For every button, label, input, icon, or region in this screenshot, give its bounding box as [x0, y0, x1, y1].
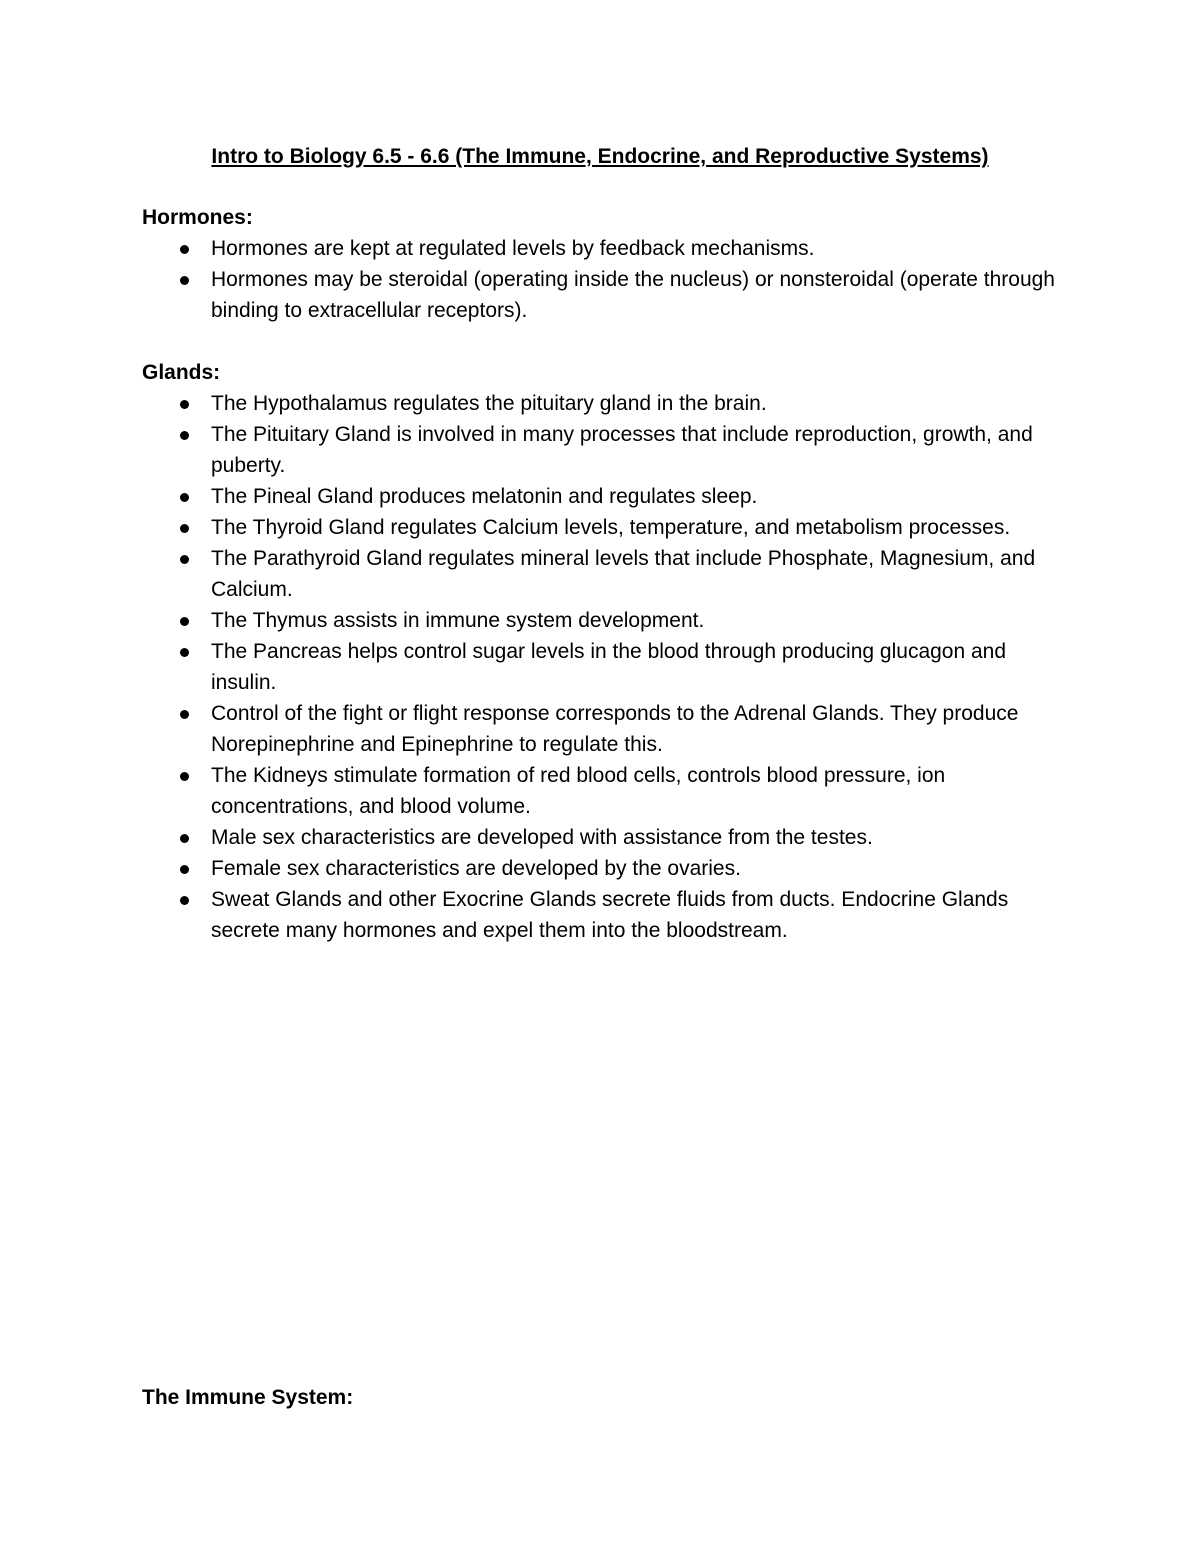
list-item: [0, 512, 1071, 543]
hormones-heading: Hormones:: [142, 206, 253, 229]
bullet-icon: [180, 400, 189, 409]
list-item-text: Female sex characteristics are developed by the ovaries.: [211, 857, 741, 880]
list-item-text: Control of the fight or flight response corresponds to the Adrenal Glands. They produce Norepinephrine and Epinephrine to regulate this.: [211, 702, 1019, 756]
bullet-icon: [180, 710, 189, 719]
list-item: [0, 419, 1071, 481]
bullet-icon: [180, 524, 189, 533]
list-item: [0, 543, 1071, 605]
list-item: [0, 264, 1071, 326]
list-item: [0, 233, 1071, 264]
list-item-text: The Pituitary Gland is involved in many processes that include reproduction, growth, and puberty.: [211, 423, 1033, 477]
list-item: [0, 698, 1071, 760]
bullet-icon: [180, 865, 189, 874]
list-item: [0, 636, 1071, 698]
bullet-icon: [180, 648, 189, 657]
bullet-icon: [180, 617, 189, 626]
bullet-icon: [180, 834, 189, 843]
list-item: [0, 853, 1071, 884]
list-item: [0, 884, 1071, 946]
immune-system-heading: The Immune System:: [142, 1386, 354, 1409]
list-item-text: The Parathyroid Gland regulates mineral levels that include Phosphate, Magnesium, and Calcium.: [211, 547, 1036, 601]
list-item: [0, 605, 1071, 636]
bullet-icon: [180, 431, 189, 440]
list-item-text: The Pineal Gland produces melatonin and regulates sleep.: [211, 485, 758, 508]
list-item-text: The Thyroid Gland regulates Calcium levels, temperature, and metabolism processes.: [211, 516, 1011, 539]
hormones-list: [0, 233, 1200, 326]
glands-heading: Glands:: [142, 361, 221, 384]
list-item: [0, 822, 1071, 853]
bullet-icon: [180, 493, 189, 502]
list-item: [0, 388, 1071, 419]
list-item-text: Hormones are kept at regulated levels by feedback mechanisms.: [211, 237, 815, 260]
list-item-text: The Pancreas helps control sugar levels in the blood through producing glucagon and insulin.: [211, 640, 1007, 694]
list-item-text: Hormones may be steroidal (operating inside the nucleus) or nonsteroidal (operate through binding to extracellular receptors).: [211, 268, 1055, 322]
list-item-text: Male sex characteristics are developed with assistance from the testes.: [211, 826, 873, 849]
list-item-text: The Thymus assists in immune system development.: [211, 609, 705, 632]
list-item-text: The Kidneys stimulate formation of red blood cells, controls blood pressure, ion concentrations, and blood volume.: [211, 764, 946, 818]
bullet-icon: [180, 276, 189, 285]
list-item: [0, 481, 1071, 512]
glands-list: [0, 388, 1200, 946]
list-item-text: The Hypothalamus regulates the pituitary gland in the brain.: [211, 392, 767, 415]
list-item-text: Sweat Glands and other Exocrine Glands secrete fluids from ducts. Endocrine Glands secrete many hormones and expel them into the bloodstream.: [211, 888, 1009, 942]
document-title: Intro to Biology 6.5 - 6.6 (The Immune, Endocrine, and Reproductive Systems): [211, 145, 989, 168]
list-item: [0, 760, 1071, 822]
bullet-icon: [180, 245, 189, 254]
bullet-icon: [180, 555, 189, 564]
bullet-icon: [180, 896, 189, 905]
bullet-icon: [180, 772, 189, 781]
